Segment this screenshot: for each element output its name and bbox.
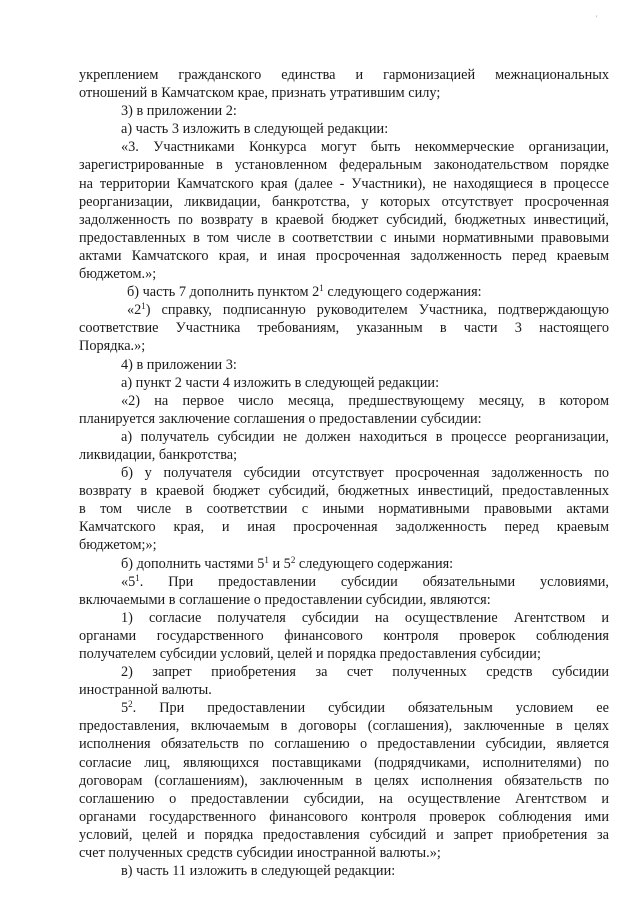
text-line: органами государственного финансового контроля проверок соблюдения — [79, 627, 609, 644]
text-line: а) часть 3 изложить в следующей редакции: — [121, 121, 389, 138]
text-line: Камчатского края, и иная просроченная задолженность перед краевым — [79, 519, 609, 536]
text-line: бюджетом.»; — [79, 266, 157, 283]
text-line: органами государственного финансового контроля проверок соблюдения ими — [79, 808, 609, 825]
text-line: в том числе в соответствии с иными нормативными правовыми актами — [79, 501, 609, 518]
document-body — [79, 66, 609, 880]
text-line: задолженность по возврату в краевой бюджет субсидий, бюджетных инвестиций, — [79, 211, 609, 228]
text-line: исполнения обязательств по соглашению о предоставлении субсидии, является — [79, 736, 609, 753]
text-line: б) дополнить частями $5^1$ и $5^2$ следующего содержания: — [121, 554, 454, 572]
text-line: в) часть 11 изложить в следующей редакции: — [121, 863, 396, 880]
text-line: «3. Участниками Конкурса могут быть некоммерческие организации, — [121, 139, 609, 156]
text-line: соглашению о предоставлении субсидии, на осуществление Агентством и — [79, 790, 609, 807]
text-line: 1) согласие получателя субсидии на осуществление Агентством и — [121, 609, 609, 626]
text-line: б) у получателя субсидии отсутствует просроченная задолженность по — [121, 465, 609, 482]
text-line: бюджетом;»; — [79, 537, 157, 554]
text-line: иностранной валюты. — [79, 682, 212, 699]
corner-mark: ' — [596, 14, 598, 23]
text-line: отношений в Камчатском крае, признать утратившим силу; — [79, 85, 441, 102]
text-line: предоставления, включаемым в договоры (соглашения), заключенные в целях — [79, 718, 609, 735]
text-line: «2) на первое число месяца, предшествующему месяцу, в котором — [121, 392, 609, 409]
text-line: на территории Камчатского края (далее - Участники), не находящиеся в процессе — [79, 175, 609, 192]
text-line: планируется заключение соглашения о предоставлении субсидии: — [79, 410, 482, 427]
text-line: условий, целей и порядка предоставления субсидий и запрет приобретения за — [79, 826, 609, 843]
text-line: получателем субсидии условий, целей и порядка предоставления субсидии; — [79, 646, 541, 662]
text-line: согласие лиц, являющихся поставщиками (подрядчиками, исполнителями) по — [79, 754, 609, 771]
text-line: договорам (соглашениям), заключенным в целях исполнения обязательств по — [79, 772, 609, 789]
text-line: а) получатель субсидии не должен находиться в процессе реорганизации, — [121, 428, 609, 445]
text-line: а) пункт 2 части 4 изложить в следующей редакции: — [121, 374, 440, 391]
text-line: соответствие Участника требованиям, указанным в части 3 настоящего — [79, 320, 609, 337]
text-line: б) часть 7 дополнить пунктом $2^1$ следующего содержания: — [127, 283, 482, 301]
text-line: «$2^1$) справку, подписанную руководителем Участника, подтверждающую — [127, 301, 609, 319]
text-line: актами Камчатского края, и иная просроченная задолженность перед краевым — [79, 247, 609, 264]
text-line: 3) в приложении 2: — [121, 103, 237, 120]
text-line: реорганизации, ликвидации, банкротства, у которых отсутствует просроченная — [79, 193, 609, 210]
text-line: включаемыми в соглашение о предоставлении субсидии, являются: — [79, 591, 491, 608]
text-line: «$5^1$. При предоставлении субсидии обязательными условиями, — [121, 572, 609, 590]
text-line: зарегистрированные в установленном федеральным законодательством порядке — [79, 157, 609, 174]
text-line: счет полученных средств субсидии иностранной валюты.»; — [79, 845, 441, 862]
text-line: возврату в краевой бюджет субсидий, бюджетных инвестиций, предоставленных — [79, 483, 609, 500]
text-line: 4) в приложении 3: — [121, 356, 237, 373]
text-line: ликвидации, банкротства; — [79, 446, 238, 463]
text-line: укреплением гражданского единства и гармонизацией межнациональных — [79, 67, 609, 83]
text-line: 2) запрет приобретения за счет полученных средств субсидии — [121, 664, 609, 681]
text-line: $5^2$. При предоставлении субсидии обязательным условием ее — [121, 699, 609, 717]
text-line: Порядка.»; — [79, 338, 146, 355]
text-line: предоставленных в том числе в соответствии с иными нормативными правовыми — [79, 229, 609, 246]
